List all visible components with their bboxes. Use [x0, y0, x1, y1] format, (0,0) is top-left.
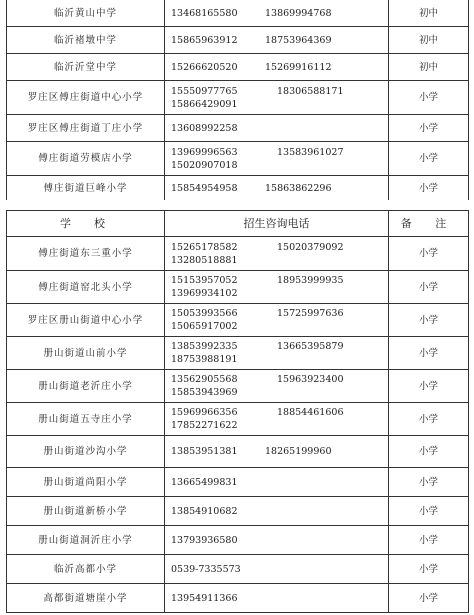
school-name: 傅庄街道巨峰小学	[7, 176, 165, 202]
note-cell: 初中	[389, 54, 469, 81]
phone-cell	[165, 27, 389, 54]
table-row	[7, 176, 469, 202]
school-contact-table-bottom	[6, 210, 469, 613]
note-cell: 小学	[389, 555, 469, 584]
school-name: 傅庄街道东三重小学	[7, 237, 165, 271]
phone-cell	[165, 115, 389, 142]
phone-line	[171, 307, 388, 320]
school-name: 册山街道尚阳小学	[7, 468, 165, 497]
phone-number: 15153957052	[171, 275, 238, 286]
phone-number: 17852271622	[171, 420, 238, 431]
phone-line	[171, 563, 388, 576]
phone-cell	[165, 54, 389, 81]
phone-number: 15963923400	[277, 374, 344, 385]
header-phone: 招生咨询电话	[165, 211, 389, 237]
phone-number: 13854910682	[171, 505, 238, 517]
school-name: 册山街道五寺庄小学	[7, 403, 165, 436]
phone-line	[171, 122, 388, 135]
phone-line	[171, 445, 388, 458]
phone-line	[171, 534, 388, 547]
phone-number: 13665499831	[171, 476, 238, 488]
school-name: 高都街道塘崖小学	[7, 584, 165, 613]
phone-line	[171, 61, 388, 74]
phone-cell	[165, 176, 389, 202]
note-cell: 小学	[389, 337, 469, 370]
phone-number: 13608992258	[171, 122, 238, 134]
phone-cell	[165, 0, 389, 27]
phone-line	[171, 254, 388, 267]
phone-number: 15020907018	[171, 159, 238, 171]
phone-number: 15065917002	[171, 321, 238, 332]
phone-number: 15969966356	[171, 407, 238, 418]
phone-cell	[165, 555, 389, 584]
phone-line	[171, 159, 388, 172]
phone-number: 15853943969	[171, 387, 238, 398]
phone-line	[171, 241, 388, 254]
school-name: 册山街道洞沂庄小学	[7, 526, 165, 555]
phone-cell	[165, 337, 389, 370]
phone-number: 15866429091	[171, 98, 238, 110]
phone-number: 13853951381	[171, 446, 238, 457]
table-row	[7, 370, 469, 403]
table-row	[7, 142, 469, 176]
phone-line	[171, 505, 388, 518]
school-name: 册山街道山前小学	[7, 337, 165, 370]
school-name: 傅庄街道窑北头小学	[7, 271, 165, 304]
note-cell: 初中	[389, 0, 469, 27]
note-cell: 小学	[389, 436, 469, 468]
table-row	[7, 27, 469, 54]
school-name: 罗庄区册山街道中心小学	[7, 304, 165, 337]
phone-line	[171, 592, 388, 605]
phone-cell	[165, 304, 389, 337]
phone-number: 13969996563	[171, 146, 238, 158]
phone-number: 13969934102	[171, 288, 238, 299]
table-gap	[0, 200, 474, 210]
phone-line	[171, 406, 388, 419]
phone-number: 13793936580	[171, 534, 238, 546]
phone-cell	[165, 436, 389, 468]
note-cell: 小学	[389, 304, 469, 337]
phone-cell	[165, 81, 389, 115]
note-cell: 小学	[389, 497, 469, 526]
phone-number: 0539-7335573	[171, 563, 241, 575]
table-row	[7, 584, 469, 613]
school-name: 临沂黄山中学	[7, 0, 165, 27]
phone-number: 13954911366	[171, 592, 238, 604]
table-row	[7, 403, 469, 436]
school-name: 临沂高都小学	[7, 555, 165, 584]
phone-number: 13468165580	[171, 7, 238, 19]
phone-number: 13583961027	[277, 146, 344, 158]
phone-number: 13562905568	[171, 374, 238, 385]
table-row	[7, 304, 469, 337]
table-row	[7, 271, 469, 304]
table-row	[7, 81, 469, 115]
phone-line	[171, 98, 388, 111]
table-row	[7, 237, 469, 271]
header-note: 备 注	[389, 211, 469, 237]
phone-line	[171, 373, 388, 386]
phone-line	[171, 287, 388, 300]
note-cell: 小学	[389, 526, 469, 555]
school-contact-table-top	[6, 0, 469, 202]
phone-number: 15863862296	[265, 183, 332, 194]
phone-number: 15550977765	[171, 85, 238, 97]
table-row	[7, 54, 469, 81]
phone-cell	[165, 403, 389, 436]
school-name: 罗庄区傅庄街道中心小学	[7, 81, 165, 115]
school-name: 傅庄街道劳模店小学	[7, 142, 165, 176]
phone-line	[171, 34, 388, 47]
phone-number: 15053993566	[171, 308, 238, 319]
phone-line	[171, 146, 388, 159]
note-cell: 小学	[389, 370, 469, 403]
phone-cell	[165, 142, 389, 176]
table-row	[7, 0, 469, 27]
table-row	[7, 436, 469, 468]
phone-number: 15865963912	[171, 34, 238, 46]
phone-cell	[165, 468, 389, 497]
phone-number: 15020379092	[277, 241, 344, 253]
note-cell: 小学	[389, 176, 469, 202]
note-cell: 小学	[389, 468, 469, 497]
phone-line	[171, 182, 388, 195]
phone-cell	[165, 237, 389, 271]
phone-number: 18753988191	[171, 354, 238, 365]
phone-line	[171, 340, 388, 353]
phone-cell	[165, 497, 389, 526]
table-row	[7, 526, 469, 555]
table-row	[7, 337, 469, 370]
table-row	[7, 468, 469, 497]
phone-number: 15269916112	[265, 61, 332, 73]
table-row	[7, 497, 469, 526]
note-cell: 初中	[389, 27, 469, 54]
phone-line	[171, 419, 388, 432]
phone-number: 13280518881	[171, 254, 238, 266]
table-header-row	[7, 211, 469, 237]
phone-line	[171, 7, 388, 20]
school-name: 册山街道新桥小学	[7, 497, 165, 526]
table-row	[7, 115, 469, 142]
phone-line	[171, 476, 388, 489]
phone-number: 18306588171	[277, 85, 344, 97]
phone-number: 15854954958	[171, 183, 238, 194]
phone-number: 15266620520	[171, 61, 238, 73]
phone-number: 13665395879	[277, 341, 344, 352]
phone-number: 15265178582	[171, 241, 238, 253]
note-cell: 小学	[389, 115, 469, 142]
school-name: 罗庄区傅庄街道丁庄小学	[7, 115, 165, 142]
phone-line	[171, 386, 388, 399]
school-name: 册山街道沙沟小学	[7, 436, 165, 468]
phone-cell	[165, 584, 389, 613]
phone-line	[171, 353, 388, 366]
school-name: 册山街道老沂庄小学	[7, 370, 165, 403]
school-name: 临沂褚墩中学	[7, 27, 165, 54]
note-cell: 小学	[389, 81, 469, 115]
phone-number: 18753964369	[265, 34, 332, 46]
school-name: 临沂沂堂中学	[7, 54, 165, 81]
phone-cell	[165, 370, 389, 403]
phone-line	[171, 274, 388, 287]
phone-number: 18854461606	[277, 407, 344, 418]
phone-number: 18953999935	[277, 275, 344, 286]
note-cell: 小学	[389, 237, 469, 271]
phone-cell	[165, 526, 389, 555]
phone-number: 15725997636	[277, 308, 344, 319]
phone-cell	[165, 271, 389, 304]
note-cell: 小学	[389, 142, 469, 176]
note-cell: 小学	[389, 271, 469, 304]
table-row	[7, 555, 469, 584]
phone-line	[171, 85, 388, 98]
note-cell: 小学	[389, 584, 469, 613]
note-cell: 小学	[389, 403, 469, 436]
phone-number: 13853992335	[171, 341, 238, 352]
header-school: 学 校	[7, 211, 165, 237]
phone-number: 13869994768	[265, 7, 332, 19]
phone-line	[171, 320, 388, 333]
phone-number: 18265199960	[265, 446, 332, 457]
